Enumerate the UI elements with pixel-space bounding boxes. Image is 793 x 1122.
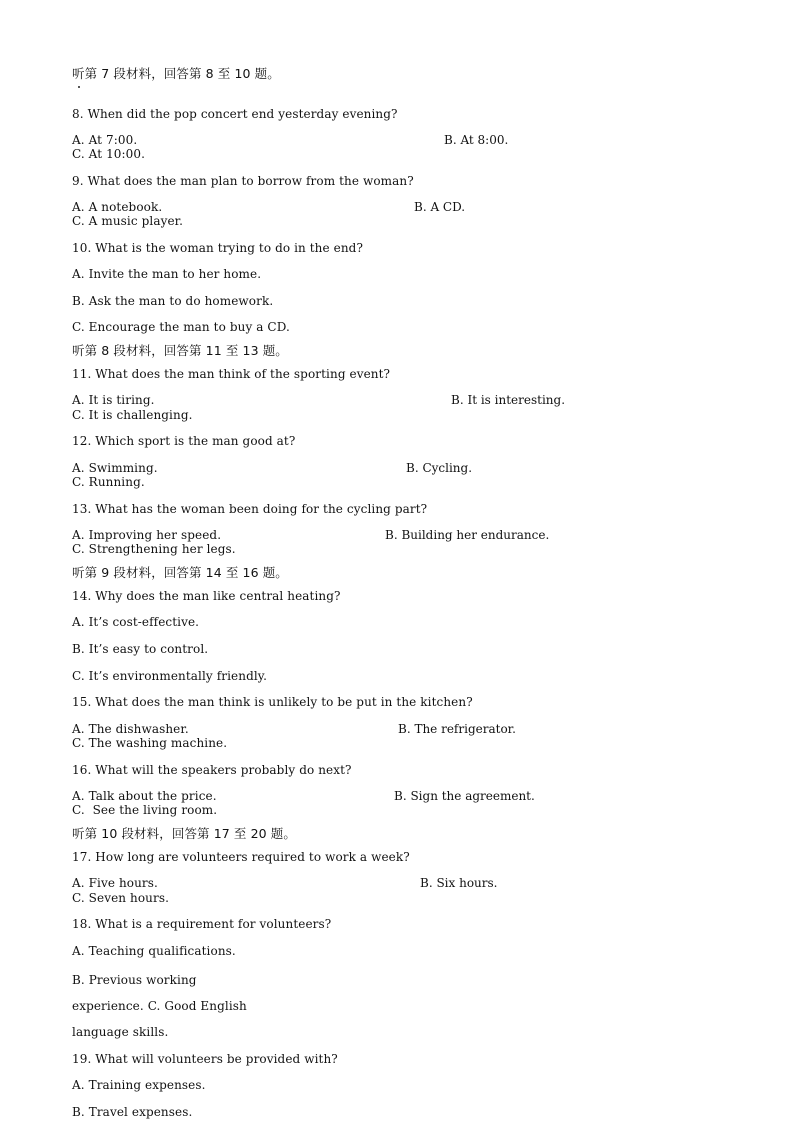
question-13: 13. What has the woman been doing for the cycling part? bbox=[72, 502, 428, 516]
question-8: 8. When did the pop concert end yesterday evening? bbox=[72, 107, 398, 121]
question-9: 9. What does the man plan to borrow from the woman? bbox=[72, 174, 414, 188]
section-heading-9: 听第 9 段材料，回答第 14 至 16 题。 bbox=[72, 565, 288, 580]
option-18b-line2[interactable]: experience. C. Good English bbox=[72, 999, 247, 1013]
option-18a[interactable]: A. Teaching qualifications. bbox=[72, 944, 236, 958]
option-11c[interactable]: C. It is challenging. bbox=[72, 408, 193, 422]
option-9b[interactable]: B. A CD. bbox=[414, 200, 466, 214]
option-17c[interactable]: C. Seven hours. bbox=[72, 891, 170, 905]
option-17a[interactable]: A. Five hours. bbox=[72, 876, 158, 890]
option-18c-line3[interactable]: language skills. bbox=[72, 1025, 169, 1039]
option-19b[interactable]: B. Travel expenses. bbox=[72, 1105, 193, 1119]
option-13c[interactable]: C. Strengthening her legs. bbox=[72, 542, 236, 556]
option-14a[interactable]: A. It’s cost-effective. bbox=[72, 615, 200, 629]
section-heading-10: 听第 10 段材料，回答第 17 至 20 题。 bbox=[72, 826, 296, 841]
option-8a[interactable]: A. At 7:00. bbox=[72, 133, 138, 147]
option-12c[interactable]: C. Running. bbox=[72, 475, 145, 489]
option-9a[interactable]: A. A notebook. bbox=[72, 200, 163, 214]
option-16b[interactable]: B. Sign the agreement. bbox=[394, 789, 535, 803]
option-16a[interactable]: A. Talk about the price. bbox=[72, 789, 217, 803]
question-10: 10. What is the woman trying to do in the end? bbox=[72, 241, 363, 255]
option-18b-line1[interactable]: B. Previous working bbox=[72, 973, 197, 987]
option-14c[interactable]: C. It’s environmentally friendly. bbox=[72, 669, 267, 683]
option-9c[interactable]: C. A music player. bbox=[72, 214, 184, 228]
option-14b[interactable]: B. It’s easy to control. bbox=[72, 642, 209, 656]
option-11b[interactable]: B. It is interesting. bbox=[451, 393, 566, 407]
bullet-dot bbox=[78, 86, 80, 88]
option-13a[interactable]: A. Improving her speed. bbox=[72, 528, 222, 542]
question-18: 18. What is a requirement for volunteers? bbox=[72, 917, 332, 931]
option-11a[interactable]: A. It is tiring. bbox=[72, 393, 155, 407]
option-12b[interactable]: B. Cycling. bbox=[406, 461, 473, 475]
question-16: 16. What will the speakers probably do next? bbox=[72, 763, 352, 777]
question-15: 15. What does the man think is unlikely to be put in the kitchen? bbox=[72, 695, 473, 709]
option-19a[interactable]: A. Training expenses. bbox=[72, 1078, 206, 1092]
section-heading-7: 听第 7 段材料，回答第 8 至 10 题。 bbox=[72, 66, 280, 81]
question-12: 12. Which sport is the man good at? bbox=[72, 434, 296, 448]
option-8c[interactable]: C. At 10:00. bbox=[72, 147, 146, 161]
option-10c[interactable]: C. Encourage the man to buy a CD. bbox=[72, 320, 290, 334]
option-13b[interactable]: B. Building her endurance. bbox=[385, 528, 550, 542]
section-heading-8: 听第 8 段材料，回答第 11 至 13 题。 bbox=[72, 343, 288, 358]
option-15b[interactable]: B. The refrigerator. bbox=[398, 722, 516, 736]
option-15c[interactable]: C. The washing machine. bbox=[72, 736, 228, 750]
question-19: 19. What will volunteers be provided with? bbox=[72, 1052, 338, 1066]
option-17b[interactable]: B. Six hours. bbox=[420, 876, 498, 890]
option-8b[interactable]: B. At 8:00. bbox=[444, 133, 509, 147]
option-10a[interactable]: A. Invite the man to her home. bbox=[72, 267, 262, 281]
option-10b[interactable]: B. Ask the man to do homework. bbox=[72, 294, 274, 308]
option-15a[interactable]: A. The dishwasher. bbox=[72, 722, 189, 736]
option-12a[interactable]: A. Swimming. bbox=[72, 461, 158, 475]
option-16c[interactable]: C. See the living room. bbox=[72, 803, 218, 817]
question-14: 14. Why does the man like central heating? bbox=[72, 589, 341, 603]
question-11: 11. What does the man think of the sporting event? bbox=[72, 367, 391, 381]
question-17: 17. How long are volunteers required to work a week? bbox=[72, 850, 410, 864]
